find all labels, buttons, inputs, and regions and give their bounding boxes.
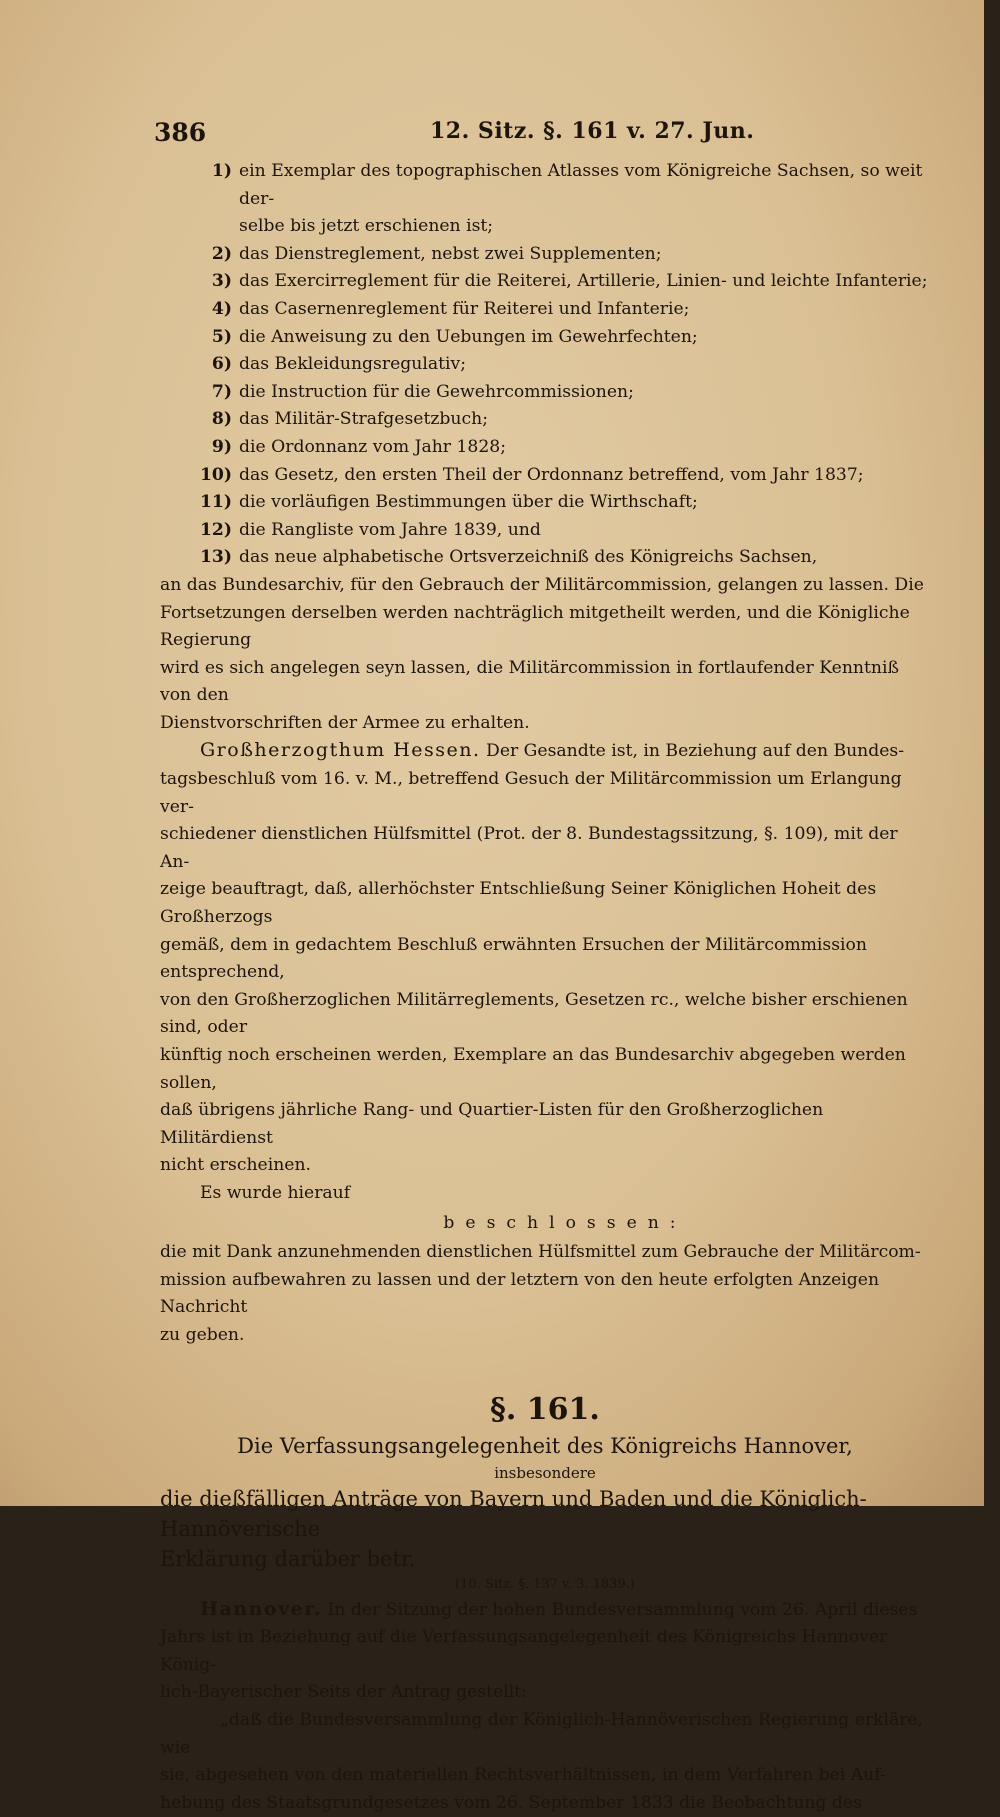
list-item-text: die vorläufigen Bestimmungen über die Wirthschaft;	[239, 492, 698, 513]
list-item	[160, 517, 930, 545]
hessen-first-line: Großherzogthum Hessen. Der Gesandte ist, in Beziehung auf den Bundes-	[200, 739, 905, 762]
hessen-paragraph	[160, 766, 930, 1180]
resolution-intro: Es wurde hierauf	[200, 1182, 351, 1203]
text-line: Jahrs ist in Beziehung auf die Verfassungsangelegenheit des Königreichs Hannover König-	[160, 1627, 888, 1675]
list-item	[160, 544, 930, 572]
text-line: zu geben.	[160, 1324, 245, 1345]
list-item	[160, 489, 930, 517]
list-item-text: das neue alphabetische Ortsverzeichniß des Königreichs Sachsen,	[239, 547, 818, 568]
resolution-word: beschlossen:	[443, 1212, 687, 1233]
list-item-number: 12)	[199, 519, 232, 540]
list-item	[160, 434, 930, 462]
enumerated-list	[160, 158, 930, 572]
text-line: an das Bundesarchiv, für den Gebrauch der Militärcommission, gelangen zu lassen. Die	[160, 574, 924, 595]
list-item-text: das Exercirreglement für die Reiterei, Artillerie, Linien- und leichte Infanterie;	[239, 271, 928, 292]
section-title-line3: Erklärung darüber betr.	[160, 1546, 416, 1571]
body-text	[160, 158, 930, 1817]
list-item-number: 7)	[211, 381, 232, 402]
list-continuation	[160, 572, 930, 738]
list-item-number: 1)	[211, 161, 232, 181]
list-item-text: ein Exemplar des topographischen Atlasses vom Königreiche Sachsen, so weit der-	[239, 161, 923, 209]
list-item-text: das Casernenreglement für Reiterei und Infanterie;	[239, 298, 690, 319]
hessen-lead: Großherzogthum Hessen.	[200, 739, 481, 762]
text-line: Dienstvorschriften der Armee zu erhalten.	[160, 712, 530, 733]
section-reference: (10. Sitz. §. 137 v. 3. 1839.)	[455, 1576, 635, 1592]
text-line: künftig noch erscheinen werden, Exemplare an das Bundesarchiv abgegeben werden sollen,	[160, 1045, 906, 1093]
page-number: 386	[154, 118, 207, 147]
text-line: daß übrigens jährliche Rang- und Quartier-Listen für den Großherzoglichen Militärdienst	[160, 1100, 824, 1148]
text-line: Fortsetzungen derselben werden nachträglich mitgetheilt werden, und die Königliche Regierung	[160, 602, 910, 651]
list-item-text: das Militär-Strafgesetzbuch;	[239, 409, 488, 430]
list-item	[160, 268, 930, 296]
list-item	[160, 379, 930, 407]
running-head: 12. Sitz. §. 161 v. 27. Jun.	[430, 118, 755, 144]
list-item-number: 5)	[211, 326, 232, 347]
text-line: nicht erscheinen.	[160, 1155, 311, 1176]
page-edge-shadow	[984, 0, 992, 1506]
section-title: Die Verfassungsangelegenheit des Königreichs Hannover,	[237, 1433, 853, 1458]
list-item	[160, 351, 930, 379]
list-item-number: 2)	[211, 243, 232, 264]
list-item	[160, 406, 930, 434]
list-item-text: die Ordonnanz vom Jahr 1828;	[239, 436, 507, 457]
text-line: gemäß, dem in gedachtem Beschluß erwähnten Ersuchen der Militärcommission entsprechend,	[160, 934, 867, 983]
text-line: mission aufbewahren zu lassen und der letztern von den heute erfolgten Anzeigen Nachricht	[160, 1269, 880, 1318]
list-item-text: das Dienstreglement, nebst zwei Supplementen;	[239, 243, 662, 264]
list-item	[160, 324, 930, 352]
list-item-text: das Bekleidungsregulativ;	[239, 354, 466, 375]
list-item-number: 3)	[211, 271, 232, 292]
list-item-number: 8)	[211, 409, 232, 430]
text-line: schiedener dienstlichen Hülfsmittel (Prot. der 8. Bundestagssitzung, §. 109), mit der An-	[160, 824, 898, 872]
list-item-continuation: selbe bis jetzt erschienen ist;	[239, 216, 494, 237]
list-item-text: die Anweisung zu den Uebungen im Gewehrfechten;	[239, 326, 698, 347]
list-item-text: die Instruction für die Gewehrcommissionen;	[239, 381, 634, 402]
section-number: §. 161.	[490, 1391, 600, 1427]
text-line: wird es sich angelegen seyn lassen, die Militärcommission in fortlaufender Kenntniß von den	[160, 657, 899, 706]
list-item-number: 10)	[199, 464, 232, 485]
text-line: lich-Bayerischer Seits der Antrag gestellt:	[160, 1682, 527, 1703]
list-item-text: das Gesetz, den ersten Theil der Ordonnanz betreffend, vom Jahr 1837;	[239, 464, 864, 485]
list-item-number: 6)	[211, 354, 232, 375]
text-line: von den Großherzoglichen Militärreglements, Gesetzen rc., welche bisher erschienen sind, oder	[160, 989, 908, 1038]
page-header	[150, 118, 930, 148]
hannover-paragraph	[160, 1624, 930, 1817]
list-item-number: 9)	[211, 436, 232, 457]
section-subtitle: insbesondere	[494, 1463, 596, 1482]
list-item	[160, 158, 930, 213]
list-item	[160, 241, 930, 269]
text-line: „daß die Bundesversammlung der Königlich-Hannöverischen Regierung erkläre, wie	[160, 1709, 924, 1758]
list-item-text: die Rangliste vom Jahre 1839, und	[239, 519, 541, 540]
resolution-text	[160, 1239, 930, 1349]
text-line: hebung des Staatsgrundgesetzes vom 26. September 1833 die Beobachtung des	[160, 1792, 862, 1813]
list-item-number: 11)	[199, 492, 232, 513]
list-item-number: 4)	[211, 298, 232, 319]
section-title-line2: die dießfälligen Anträge von Bayern und Baden und die Königlich-Hannöverische	[160, 1486, 867, 1541]
hannover-lead: Hannover.	[200, 1597, 323, 1620]
list-item	[160, 296, 930, 324]
hannover-first-line: Hannover. In der Sitzung der hohen Bundesversammlung vom 26. April dieses	[200, 1597, 918, 1620]
list-item	[160, 462, 930, 490]
list-item-number: 13)	[199, 547, 232, 568]
text-line: tagsbeschluß vom 16. v. M., betreffend Gesuch der Militärcommission um Erlangung ver-	[160, 769, 902, 817]
text-line: sie, abgesehen von den materiellen Rechtsverhältnissen, in dem Verfahren bei Auf-	[160, 1765, 886, 1786]
text-line: zeige beauftragt, daß, allerhöchster Entschließung Seiner Königlichen Hoheit des Großherzogs	[160, 879, 877, 928]
text-line: die mit Dank anzunehmenden dienstlichen Hülfsmittel zum Gebrauche der Militärcom-	[160, 1242, 921, 1263]
